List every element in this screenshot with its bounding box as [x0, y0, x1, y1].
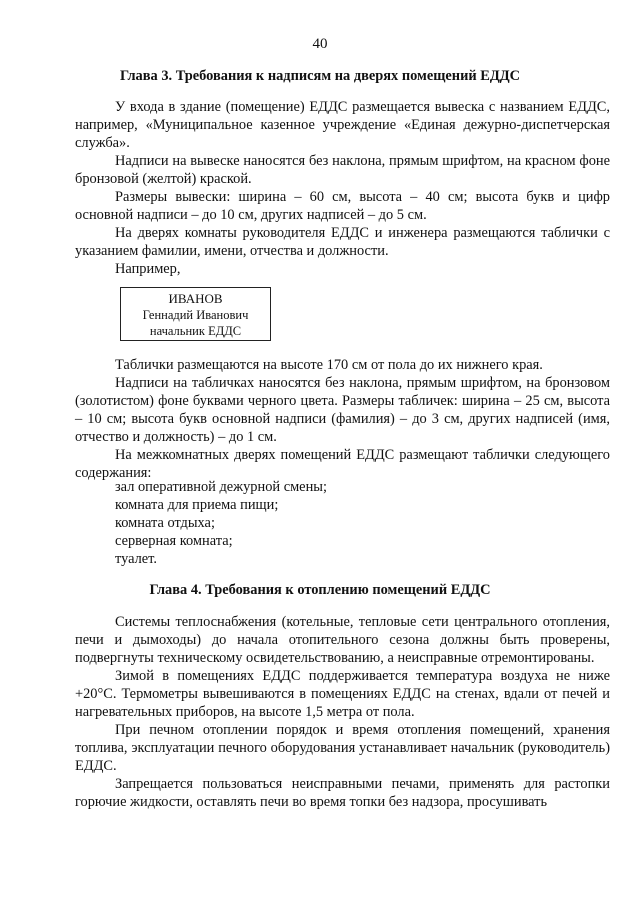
nameplate-position: начальник ЕДДС [149, 324, 242, 338]
nameplate-example [120, 287, 271, 341]
chapter-3-intro [75, 98, 610, 278]
list-item: комната отдыха; [115, 515, 215, 531]
page-number: 40 [312, 36, 328, 52]
paragraph: Надписи на табличках наносятся без наклона, прямым шрифтом, на бронзовом (золотистом) фоне буквами черного цвета. Размеры табличек: ширина – 25 см, высота – 10 см; высота букв основной надписи (фамилия) – до 3 см, других надписей (имя, отчество и должность) – до 1 см. [75, 375, 610, 445]
paragraph: Системы теплоснабжения (котельные, тепловые сети центрального отопления, печи и дымоходы) до начала отопительного сезона должны быть проверены, подвергнуты техническому освидетельствованию, а неисправные отремонтированы. [75, 614, 610, 666]
paragraph: Размеры вывески: ширина – 60 см, высота – 40 см; высота букв и цифр основной надписи – до 10 см, других надписей – до 5 см. [75, 189, 610, 223]
chapter-3-title: Глава 3. Требования к надписям на дверях помещений ЕДДС [119, 68, 521, 84]
nameplate-surname: ИВАНОВ [168, 291, 223, 306]
paragraph: Например, [115, 261, 181, 277]
nameplate-name: Геннадий Иванович [142, 308, 249, 322]
chapter-4-body [75, 613, 610, 811]
paragraph: Таблички размещаются на высоте 170 см от пола до их нижнего края. [115, 357, 543, 373]
paragraph: Зимой в помещениях ЕДДС поддерживается температура воздуха не ниже +20°С. Термометры вывешиваются в помещениях ЕДДС на стенах, вдали от печей и нагревательных приборов, на высоте 1,5 метра от пола. [75, 668, 610, 720]
paragraph: Надписи на вывеске наносятся без наклона, прямым шрифтом, на красном фоне бронзовой (желтой) краской. [75, 153, 610, 187]
paragraph: У входа в здание (помещение) ЕДДС размещается вывеска с названием ЕДДС, например, «Муниципальное казенное учреждение «Единая дежурно-диспетчерская служба». [75, 99, 610, 151]
chapter-4-title: Глава 4. Требования к отоплению помещений ЕДДС [149, 582, 491, 598]
list-item: зал оперативной дежурной смены; [115, 479, 327, 495]
paragraph: На дверях комнаты руководителя ЕДДС и инженера размещаются таблички с указанием фамилии, имени, отчества и должности. [75, 225, 610, 259]
list-item: серверная комната; [115, 533, 233, 549]
chapter-3-details [75, 356, 610, 482]
door-sign-list [115, 478, 327, 568]
list-item: туалет. [115, 551, 157, 567]
paragraph: Запрещается пользоваться неисправными печами, применять для растопки горючие жидкости, оставлять печи во время топки без надзора, просушивать [75, 776, 610, 810]
paragraph: При печном отоплении порядок и время отопления помещений, хранения топлива, эксплуатации печного оборудования устанавливает начальник (руководитель) ЕДДС. [75, 722, 610, 774]
paragraph: На межкомнатных дверях помещений ЕДДС размещают таблички следующего содержания: [75, 447, 610, 481]
list-item: комната для приема пищи; [115, 497, 279, 513]
